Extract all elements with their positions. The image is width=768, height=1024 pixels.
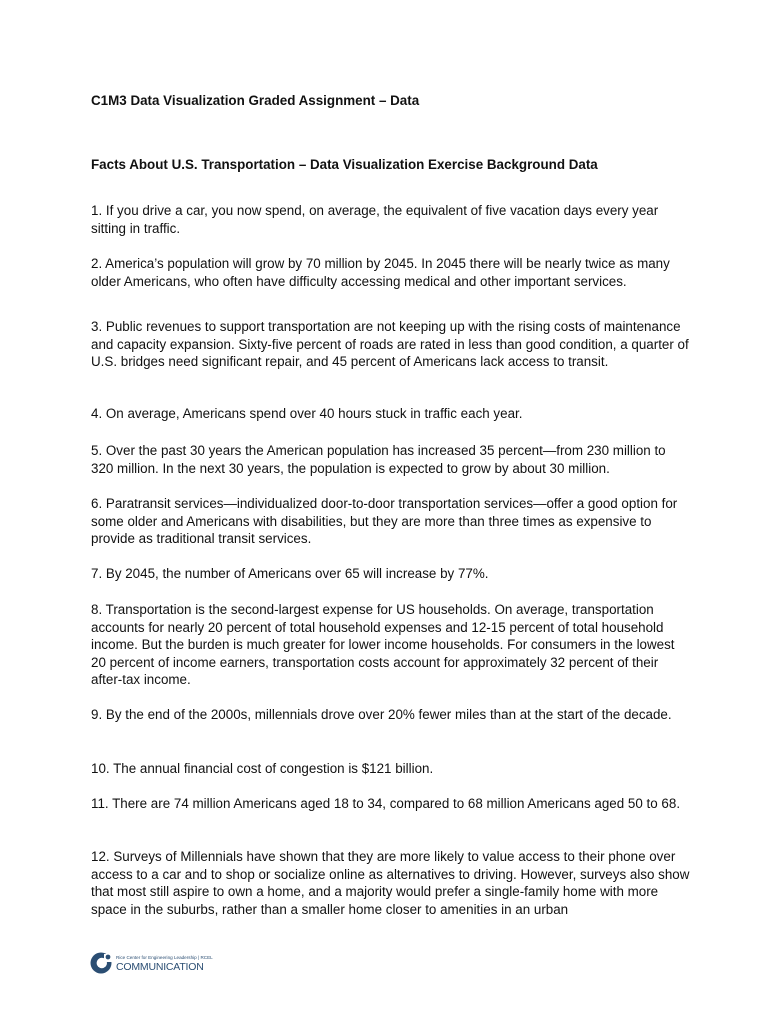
document-subtitle: Facts About U.S. Transportation – Data Visualization Exercise Background Data [91,157,598,172]
fact-item: 7. By 2045, the number of Americans over 65 will increase by 77%. [91,566,489,581]
fact-item: 6. Paratransit services—individualized door-to-door transportation services—offer a good option for some older and Americans with disabilities, but they are more than three times as expensive to provide as traditional transit services. [91,496,678,547]
fact-item: 5. Over the past 30 years the American population has increased 35 percent—from 230 million to 320 million. In the next 30 years, the population is expected to grow by about 30 million. [91,443,666,476]
fact-item: 1. If you drive a car, you now spend, on average, the equivalent of five vacation days every year sitting in traffic. [91,203,659,236]
fact-item: 10. The annual financial cost of congestion is $121 billion. [91,761,434,776]
fact-item: 2. America’s population will grow by 70 million by 2045. In 2045 there will be nearly twice as many older Americans, who often have difficulty accessing medical and other important services. [91,256,670,289]
logo-org-text: Rice Center for Engineering Leadership | RCEL [116,955,213,960]
fact-item: 9. By the end of the 2000s, millennials drove over 20% fewer miles than at the start of the decade. [91,707,672,722]
logo-wordmark: COMMUNICATION [116,961,204,973]
fact-item: 4. On average, Americans spend over 40 hours stuck in traffic each year. [91,406,523,421]
fact-item: 12. Surveys of Millennials have shown that they are more likely to value access to their phone over access to a car and to shop or socialize online as alternatives to driving. However, surveys also show that most still aspire to own a home, and a majority would prefer a single-family home with more space in the suburbs, rather than a smaller home closer to amenities in an urban [91,849,690,917]
rcel-logo-icon [89,951,113,975]
fact-item: 8. Transportation is the second-largest expense for US households. On average, transportation accounts for nearly 20 percent of total household expenses and 12-15 percent of total household income. But the burden is much greater for lower income households. For consumers in the lowest 20 percent of income earners, transportation costs account for approximately 32 percent of their after-tax income. [91,602,675,688]
footer-logo [89,951,229,977]
document-title: C1M3 Data Visualization Graded Assignment – Data [91,93,420,108]
fact-item: 11. There are 74 million Americans aged 18 to 34, compared to 68 million Americans aged 50 to 68. [91,796,681,811]
fact-item: 3. Public revenues to support transportation are not keeping up with the rising costs of maintenance and capacity expansion. Sixty-five percent of roads are rated in less than good condition, a quarter of U.S. bridges need significant repair, and 45 percent of Americans lack access to transit. [91,319,689,370]
